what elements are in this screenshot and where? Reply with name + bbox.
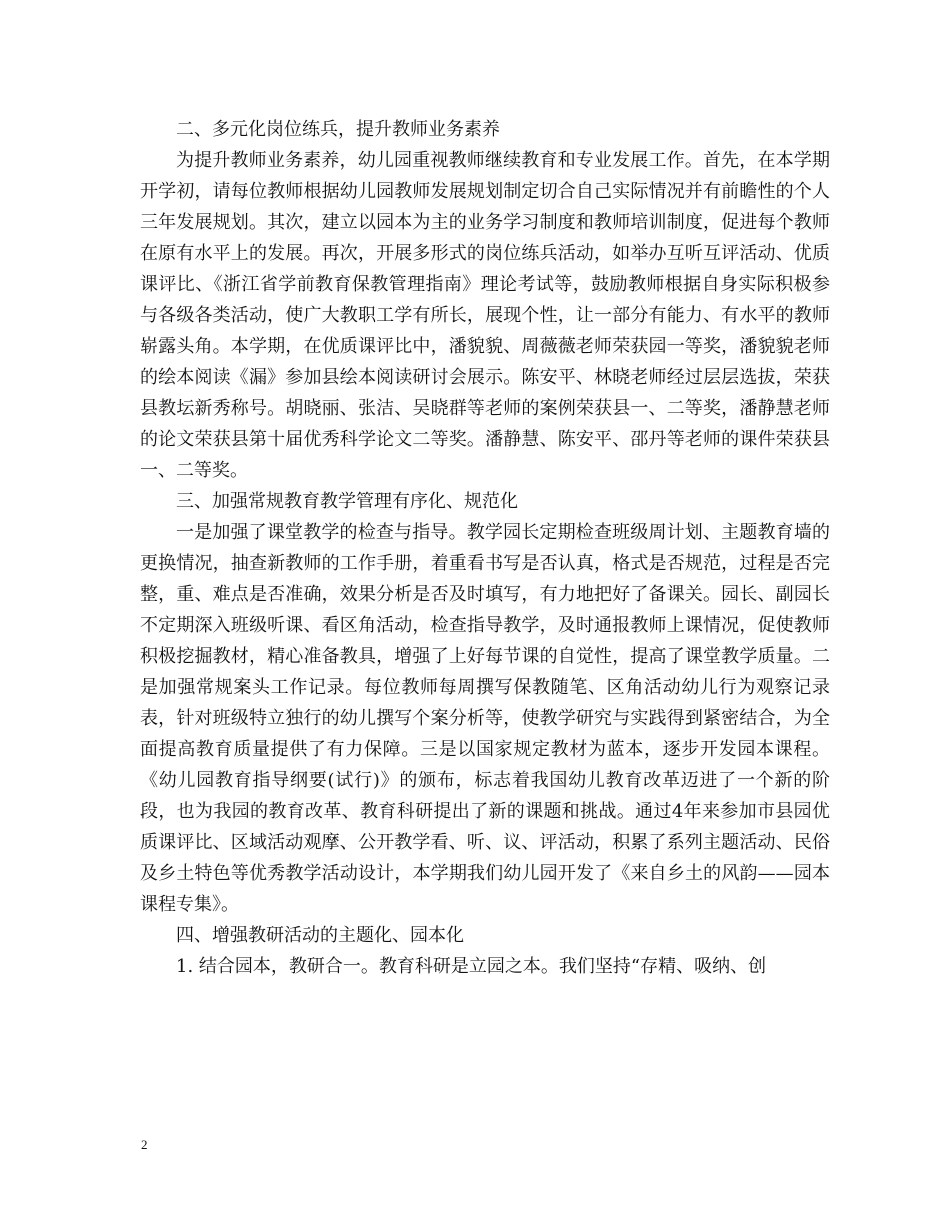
paragraph-teaching-management: 一是加强了课堂教学的检查与指导。教学园长定期检查班级周计划、主题教育墙的更换情况，抽查新教师的工作手册，着重看书写是否认真，格式是否规范，过程是否完整，重、难点是否准确，效果分析是否及时填写，有力地把好了备课关。园长、副园长不定期深入班级听课、看区角活动，检查指导教学，及时通报教师上课情况，促使教师积极挖掘教材，精心准备教具，增强了上好每节课的自觉性，提高了课堂教学质量。二是加强常规案头工作记录。每位教师每周撰写保教随笔、区角活动幼儿行为观察记录表，针对班级特立独行的幼儿撰写个案分析等，使教学研究与实践得到紧密结合，为全面提高教育质量提供了有力保障。三是以国家规定教材为蓝本，逐步开发园本课程。《幼儿园教育指导纲要(试行)》的颁布，标志着我国幼儿教育改革迈进了一个新的阶段，也为我园的教育改革、教育科研提出了新的课题和挑战。通过4年来参加市县园优质课评比、区域活动观摩、公开教学看、听、议、评活动，积累了系列主题活动、民俗及乡土特色等优秀教学活动设计，本学期我们幼儿园开发了《来自乡土的风韵——园本课程专集》。: [140, 522, 830, 915]
paragraph-research-1: 1. 结合园本，教研合一。教育科研是立园之本。我们坚持“存精、吸纳、创: [176, 956, 767, 977]
section-heading-3: 三、加强常规教育教学管理有序化、规范化: [176, 491, 518, 512]
section-heading-4: 四、增强教研活动的主题化、园本化: [176, 925, 464, 946]
document-body: [140, 114, 830, 982]
section-heading-2: 二、多元化岗位练兵，提升教师业务素养: [176, 119, 500, 140]
paragraph-teacher-training: 为提升教师业务素养，幼儿园重视教师继续教育和专业发展工作。首先，在本学期开学初，请每位教师根据幼儿园教师发展规划制定切合自己实际情况并有前瞻性的个人三年发展规划。其次，建立以园本为主的业务学习制度和教师培训制度，促进每个教师在原有水平上的发展。再次，开展多形式的岗位练兵活动，如举办互听互评活动、优质课评比、《浙江省学前教育保教管理指南》理论考试等，鼓励教师根据自身实际积极参与各级各类活动，使广大教职工学有所长，展现个性，让一部分有能力、有水平的教师崭露头角。本学期，在优质课评比中，潘貌貌、周薇薇老师荣获园一等奖，潘貌貌老师的绘本阅读《漏》参加县绘本阅读研讨会展示。陈安平、林晓老师经过层层选拔，荣获县教坛新秀称号。胡晓丽、张洁、吴晓群等老师的案例荣获县一、二等奖，潘静慧老师的论文荣获县第十届优秀科学论文二等奖。潘静慧、陈安平、邵丹等老师的课件荣获县一、二等奖。: [140, 150, 830, 481]
page-number: 2: [141, 1137, 148, 1152]
